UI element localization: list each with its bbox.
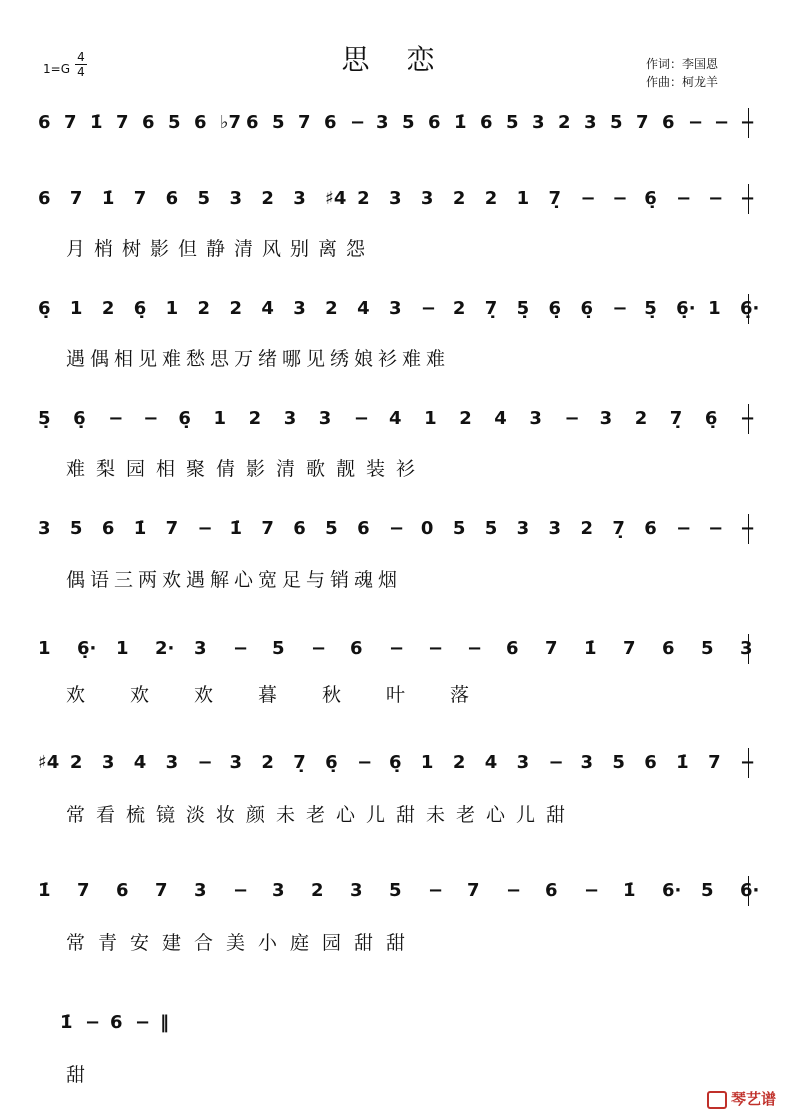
note: 5 xyxy=(610,112,623,133)
lyric-char: 影 xyxy=(150,238,170,260)
note: 4 xyxy=(261,298,274,319)
note: 7 xyxy=(64,112,77,133)
note: 3 xyxy=(516,752,530,773)
lyric-char: 两 xyxy=(138,569,158,591)
note: − xyxy=(564,408,580,429)
note: 7̣ xyxy=(669,408,683,429)
note: 2 xyxy=(452,188,466,209)
note: 6̣· xyxy=(77,638,97,659)
note: 3 xyxy=(318,408,332,429)
note: 7̣ xyxy=(612,518,625,539)
lyric-char: 甜 xyxy=(396,804,416,826)
note: 7 xyxy=(298,112,311,133)
lyric-char: 偶 xyxy=(90,348,110,370)
note: 1̇ xyxy=(623,880,636,901)
note: 1 xyxy=(38,638,51,659)
note: 2· xyxy=(155,638,175,659)
note: 5 xyxy=(701,638,714,659)
note: 6̣ xyxy=(389,752,402,773)
note: 3 xyxy=(350,880,363,901)
barline xyxy=(748,294,749,324)
barline xyxy=(748,748,749,778)
note: 2 xyxy=(357,188,370,209)
note: − xyxy=(428,638,444,659)
time-signature xyxy=(74,50,88,79)
note: − xyxy=(612,188,628,209)
lyric-char: 相 xyxy=(156,458,176,480)
note: 4 xyxy=(494,408,507,429)
lyric-char: 清 xyxy=(276,458,296,480)
note: − xyxy=(740,518,756,539)
lyric-char: 愁 xyxy=(186,348,206,370)
note: 5 xyxy=(168,112,181,133)
note: 6· xyxy=(740,880,760,901)
lyric-char: 心 xyxy=(336,804,356,826)
barline xyxy=(748,108,749,138)
barline xyxy=(748,876,749,906)
note: 6 xyxy=(350,638,363,659)
note: 2 xyxy=(229,298,242,319)
note: 7̣ xyxy=(548,188,562,209)
note: − xyxy=(135,1012,151,1033)
lyric-char: 梳 xyxy=(126,804,146,826)
note: 6̣· xyxy=(740,298,760,319)
note: 2 xyxy=(101,298,115,319)
lyric-char: 偶 xyxy=(66,569,86,591)
note: 7 xyxy=(467,880,480,901)
lyric-char: 甜 xyxy=(546,804,566,826)
note: 6 xyxy=(662,638,675,659)
note: 7 xyxy=(77,880,90,901)
lyric-char: 见 xyxy=(138,348,158,370)
note: 2 xyxy=(459,408,472,429)
note: 6· xyxy=(662,880,682,901)
note: 5 xyxy=(452,518,466,539)
note: 3 xyxy=(272,880,285,901)
note: 5̣ xyxy=(38,408,51,429)
lyric-char: 遇 xyxy=(66,348,86,370)
lyric-char: 甜 xyxy=(354,932,374,954)
note: 5̣ xyxy=(644,298,657,319)
lyric-char: 欢 xyxy=(194,684,214,706)
note: − xyxy=(708,188,724,209)
note: − xyxy=(467,638,483,659)
lyric-char: 遇 xyxy=(186,569,206,591)
note: 6̣ xyxy=(644,188,657,209)
note: 7 xyxy=(165,518,179,539)
note: − xyxy=(506,880,522,901)
note: ♯4 xyxy=(38,752,60,773)
watermark-logo xyxy=(707,1088,776,1109)
note: − xyxy=(740,752,756,773)
lyric-char: 怨 xyxy=(346,238,366,260)
key-signature: 1=G xyxy=(43,62,70,76)
lyric-char: 娘 xyxy=(354,348,374,370)
note: 6 xyxy=(428,112,441,133)
note: − xyxy=(389,518,405,539)
note: 7 xyxy=(708,752,721,773)
note: 1̇ xyxy=(90,112,103,133)
barline xyxy=(748,184,749,214)
note: 3 xyxy=(389,298,402,319)
note: 1̇ xyxy=(38,880,51,901)
lyric-char: 但 xyxy=(178,238,198,260)
note: 1 xyxy=(213,408,227,429)
note: 3 xyxy=(516,518,530,539)
lyric-char: 解 xyxy=(210,569,230,591)
lyric-char: 妆 xyxy=(216,804,236,826)
note: − xyxy=(548,752,564,773)
note: − xyxy=(143,408,159,429)
lyric-char: 甜 xyxy=(386,932,406,954)
lyric-char: 万 xyxy=(234,348,254,370)
lyric-char: 未 xyxy=(426,804,446,826)
note: 3 xyxy=(529,408,542,429)
lyric-char: 销 xyxy=(330,569,350,591)
lyric-char: 青 xyxy=(98,932,118,954)
note: 3 xyxy=(194,638,207,659)
note: 6̣ xyxy=(133,298,147,319)
note: 5 xyxy=(402,112,415,133)
note: 6̣ xyxy=(548,298,562,319)
note: 7 xyxy=(116,112,129,133)
lyric-char: 静 xyxy=(206,238,226,260)
note: − xyxy=(197,752,213,773)
note: 4 xyxy=(484,752,498,773)
note: 3 xyxy=(740,638,753,659)
note: 6 xyxy=(101,518,115,539)
lyric-char: 三 xyxy=(114,569,134,591)
note: ♯4 xyxy=(325,188,347,209)
note: 4 xyxy=(389,408,402,429)
note: 2 xyxy=(248,408,262,429)
note: ‖ xyxy=(160,1012,169,1033)
note: 6 xyxy=(38,188,51,209)
note: 2 xyxy=(261,752,274,773)
note: 6 xyxy=(194,112,207,133)
lyric-char: 小 xyxy=(258,932,278,954)
lyric-char: 老 xyxy=(456,804,476,826)
note: − xyxy=(233,638,249,659)
note: 3 xyxy=(420,188,434,209)
note: 6̣ xyxy=(704,408,718,429)
note: 6 xyxy=(545,880,558,901)
note: 1 xyxy=(516,188,530,209)
note: − xyxy=(740,408,756,429)
lyric-char: 叶 xyxy=(386,684,406,706)
note: 7 xyxy=(636,112,649,133)
lyric-char: 欢 xyxy=(162,569,182,591)
lyric-char: 离 xyxy=(318,238,338,260)
note: − xyxy=(428,880,444,901)
lyric-char: 看 xyxy=(96,804,116,826)
note: 1̇ xyxy=(133,518,147,539)
lyric-char: 绪 xyxy=(258,348,278,370)
note: 6 xyxy=(38,112,51,133)
time-signature-bottom: 4 xyxy=(77,65,85,79)
lyric-char: 美 xyxy=(226,932,246,954)
note: 5̣ xyxy=(516,298,530,319)
note: 3 xyxy=(580,752,593,773)
note: 1̇ xyxy=(101,188,115,209)
note: 3 xyxy=(165,752,179,773)
note: 6 xyxy=(246,112,259,133)
lyric-char: 合 xyxy=(194,932,214,954)
lyric-char: 梢 xyxy=(94,238,114,260)
lyric-char: 树 xyxy=(122,238,142,260)
note: − xyxy=(357,752,373,773)
note: − xyxy=(676,188,692,209)
note: − xyxy=(584,880,600,901)
lyric-char: 安 xyxy=(130,932,150,954)
note: 3 xyxy=(599,408,613,429)
lyric-char: 心 xyxy=(486,804,506,826)
time-signature-top: 4 xyxy=(77,50,85,64)
note: 7̣ xyxy=(484,298,498,319)
lyric-char: 难 xyxy=(162,348,182,370)
note: 7 xyxy=(545,638,558,659)
note: 6 xyxy=(116,880,129,901)
note: − xyxy=(708,518,724,539)
note: 2 xyxy=(634,408,648,429)
lyric-char: 魂 xyxy=(354,569,374,591)
note: 7̣ xyxy=(293,752,306,773)
note: 5 xyxy=(389,880,402,901)
lyric-char: 儿 xyxy=(366,804,386,826)
lyric-char: 难 xyxy=(426,348,446,370)
note: 2 xyxy=(452,298,466,319)
note: 5 xyxy=(506,112,519,133)
lyric-char: 风 xyxy=(262,238,282,260)
note: − xyxy=(197,518,213,539)
lyric-char: 歌 xyxy=(306,458,326,480)
note: 5 xyxy=(272,638,285,659)
note: ♭7 xyxy=(220,112,242,133)
note: 3 xyxy=(283,408,297,429)
lyric-char: 衫 xyxy=(378,348,398,370)
note: 3 xyxy=(584,112,597,133)
lyric-char: 绣 xyxy=(330,348,350,370)
note: 3 xyxy=(194,880,207,901)
lyric-char: 装 xyxy=(366,458,386,480)
note: 6̣ xyxy=(178,408,191,429)
note: 1 xyxy=(420,752,434,773)
lyric-char: 欢 xyxy=(66,684,86,706)
note: 3 xyxy=(38,518,51,539)
lyric-char: 淡 xyxy=(186,804,206,826)
composer: 作曲：柯龙羊 xyxy=(646,75,719,89)
lyric-char: 与 xyxy=(306,569,326,591)
note: − xyxy=(420,298,436,319)
note: 6 xyxy=(110,1012,123,1033)
lyric-char: 宽 xyxy=(258,569,278,591)
note: 7 xyxy=(133,188,147,209)
lyric-char: 常 xyxy=(66,804,86,826)
note: 1 xyxy=(69,298,83,319)
note: − xyxy=(85,1012,101,1033)
lyric-char: 甜 xyxy=(66,1064,86,1086)
note: 1 xyxy=(165,298,179,319)
lyric-char: 足 xyxy=(282,569,302,591)
lyric-char: 老 xyxy=(306,804,326,826)
note: − xyxy=(353,408,369,429)
page-title: 思 恋 xyxy=(341,43,449,76)
note: 6 xyxy=(142,112,155,133)
note: − xyxy=(612,298,628,319)
lyric-char: 落 xyxy=(450,684,470,706)
note: − xyxy=(350,112,366,133)
barline xyxy=(748,404,749,434)
note: 0 xyxy=(420,518,434,539)
note: 4 xyxy=(133,752,147,773)
note: 3 xyxy=(293,298,306,319)
note: − xyxy=(233,880,249,901)
note: 3 xyxy=(293,188,306,209)
note: 1 xyxy=(424,408,437,429)
note: 6 xyxy=(480,112,493,133)
note: 7 xyxy=(69,188,83,209)
barline xyxy=(748,514,749,544)
note: 3 xyxy=(376,112,389,133)
lyric-char: 月 xyxy=(66,238,86,260)
note: 1̇ xyxy=(584,638,597,659)
note: 6̣· xyxy=(676,298,696,319)
note: 2 xyxy=(558,112,571,133)
note: 6 xyxy=(644,752,657,773)
note: 2 xyxy=(197,298,211,319)
note: 7 xyxy=(155,880,168,901)
note: − xyxy=(740,188,756,209)
barline xyxy=(748,634,749,664)
lyric-char: 庭 xyxy=(290,932,310,954)
note: 6̣ xyxy=(580,298,593,319)
note: 5 xyxy=(484,518,498,539)
lyric-char: 园 xyxy=(322,932,342,954)
note: 1̇ xyxy=(60,1012,73,1033)
note: 6 xyxy=(324,112,337,133)
lyric-char: 相 xyxy=(114,348,134,370)
lyric-char: 语 xyxy=(90,569,110,591)
note: 6 xyxy=(644,518,657,539)
lyric-char: 暮 xyxy=(258,684,278,706)
note: 7 xyxy=(623,638,636,659)
note: 6̣ xyxy=(73,408,86,429)
note: 5 xyxy=(701,880,714,901)
lyric-char: 常 xyxy=(66,932,86,954)
note: 2 xyxy=(580,518,593,539)
note: 6 xyxy=(662,112,675,133)
note: 5 xyxy=(69,518,83,539)
note: − xyxy=(108,408,124,429)
note: 2 xyxy=(325,298,338,319)
lyric-char: 梨 xyxy=(96,458,116,480)
note: − xyxy=(389,638,405,659)
lyric-char: 哪 xyxy=(282,348,302,370)
note: 1̇ xyxy=(229,518,242,539)
lyric-char: 秋 xyxy=(322,684,342,706)
lyricist: 作词：李国恩 xyxy=(646,57,719,71)
note: 6 xyxy=(293,518,306,539)
lyric-char: 思 xyxy=(210,348,230,370)
lyric-char: 影 xyxy=(246,458,266,480)
note: 5 xyxy=(272,112,285,133)
note: 3 xyxy=(101,752,115,773)
note: 1̇ xyxy=(676,752,689,773)
lyric-char: 颜 xyxy=(246,804,266,826)
logo-icon xyxy=(707,1091,727,1109)
note: 3 xyxy=(548,518,562,539)
note: 4 xyxy=(357,298,370,319)
lyric-char: 园 xyxy=(126,458,146,480)
lyric-char: 难 xyxy=(402,348,422,370)
note: − xyxy=(714,112,730,133)
note: 3 xyxy=(389,188,402,209)
note: 2 xyxy=(261,188,274,209)
note: 6 xyxy=(506,638,519,659)
lyric-char: 清 xyxy=(234,238,254,260)
note: 1̇ xyxy=(454,112,467,133)
note: 5 xyxy=(325,518,338,539)
lyric-char: 烟 xyxy=(378,569,398,591)
lyric-char: 难 xyxy=(66,458,86,480)
note: 1 xyxy=(116,638,129,659)
note: 3 xyxy=(532,112,545,133)
note: 3 xyxy=(229,188,242,209)
note: 6 xyxy=(165,188,179,209)
lyric-char: 心 xyxy=(234,569,254,591)
note: − xyxy=(580,188,596,209)
note: − xyxy=(740,112,756,133)
note: − xyxy=(688,112,704,133)
note: 7 xyxy=(261,518,274,539)
note: 2 xyxy=(311,880,324,901)
note: 5 xyxy=(612,752,625,773)
note: 6̣ xyxy=(38,298,51,319)
lyric-char: 别 xyxy=(290,238,310,260)
lyric-char: 未 xyxy=(276,804,296,826)
lyric-char: 镜 xyxy=(156,804,176,826)
note: 2 xyxy=(69,752,83,773)
note: 1 xyxy=(708,298,721,319)
note: 5 xyxy=(197,188,211,209)
lyric-char: 见 xyxy=(306,348,326,370)
note: − xyxy=(676,518,692,539)
credits xyxy=(646,55,718,91)
lyric-char: 建 xyxy=(162,932,182,954)
lyric-char: 欢 xyxy=(130,684,150,706)
note: 6̣ xyxy=(325,752,338,773)
note: 2 xyxy=(484,188,498,209)
lyric-char: 倩 xyxy=(216,458,236,480)
lyric-char: 靓 xyxy=(336,458,356,480)
note: 2 xyxy=(452,752,466,773)
note: 6 xyxy=(357,518,370,539)
lyric-char: 衫 xyxy=(396,458,416,480)
note: 3 xyxy=(229,752,242,773)
lyric-char: 聚 xyxy=(186,458,206,480)
lyric-char: 儿 xyxy=(516,804,536,826)
note: − xyxy=(311,638,327,659)
watermark-text: 琴艺谱 xyxy=(730,1090,776,1108)
